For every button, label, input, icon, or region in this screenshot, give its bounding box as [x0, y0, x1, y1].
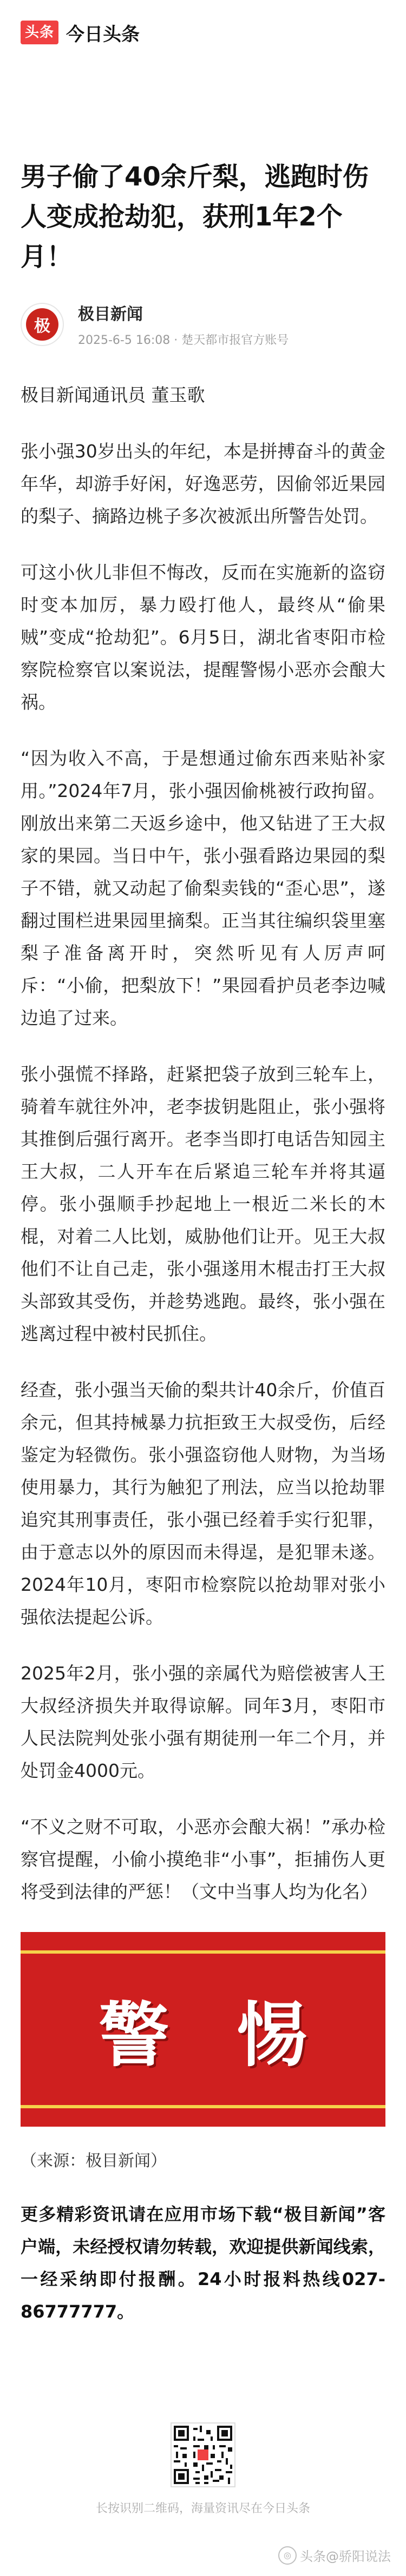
watermark-text: 头条@骄阳说法 — [300, 2549, 391, 2564]
source-note: （来源：极目新闻） — [21, 2152, 167, 2170]
toutiao-logo: 头条 — [21, 21, 58, 44]
qr-code-graphic — [172, 2424, 234, 2486]
warning-image[interactable] — [21, 1932, 385, 2127]
warning-text: 警 惕 — [99, 1993, 329, 2076]
warning-stripe — [21, 2105, 385, 2108]
article-body — [0, 348, 406, 1908]
paragraph: 2025年2月，张小强的亲属代为赔偿被害人王大叔经济损失并取得谅解。同年3月，枣阳市人民法院判处张小强有期徒刑一年二个月，并处罚金4000元。 — [21, 1663, 385, 1781]
author-name[interactable]: 极目新闻 — [78, 305, 143, 324]
avatar[interactable] — [21, 303, 64, 346]
paragraph: 张小强慌不择路，赶紧把袋子放到三轮车上，骑着车就往外冲，老李拔钥匙阻止，张小强将其推倒后强行离开。老李当即打电话告知园主王大叔，二人开车在后紧追三轮车并将其逼停。张小强顺手抄起地上一根近二米长的木棍，对着二人比划，威胁他们让开。见王大叔他们不让自己走，张小强遂用木棍击打王大叔头部致其受伤，并趁势逃跑。最终，张小强在逃离过程中被村民抓住。 — [21, 1064, 385, 1344]
author-info — [78, 301, 289, 348]
paragraph: “因为收入不高，于是想通过偷东西来贴补家用。”2024年7月，张小强因偷桃被行政拘留。刚放出来第二天返乡途中，他又钻进了王大叔家的果园。当日中午，张小强看路边果园的梨子不错，就又动起了偷梨卖钱的“歪心思”，遂翻过围栏进果园里摘梨。正当其往编织袋里塞梨子准备离开时，突然听见有人厉声呵斥：“小偷，把梨放下！”果园看护员老李边喊边追了过来。 — [21, 748, 385, 1028]
paragraph: 可这小伙儿非但不悔改，反而在实施新的盗窃时变本加厉，暴力殴打他人，最终从“偷果贼”变成“抢劫犯”。6月5日，湖北省枣阳市检察院检察官以案说法，提醒警惕小恶亦会酿大祸。 — [21, 562, 385, 713]
author-block[interactable] — [0, 277, 406, 348]
footer — [0, 2422, 406, 2516]
watermark — [278, 2546, 391, 2565]
watermark-logo-icon: ◎ — [278, 2546, 297, 2565]
qr-caption: 长按识别二维码，海量资讯尽在今日头条 — [95, 2502, 310, 2515]
paragraph: “不义之财不可取，小恶亦会酿大祸！”承办检察官提醒，小偷小摸绝非“小事”，拒捕伤人更将受到法律的严惩！（文中当事人均为化名） — [21, 1816, 385, 1902]
warning-stripe — [21, 1950, 385, 1954]
paragraph: 张小强30岁出头的年纪，本是拼搏奋斗的黄金年华，却游手好闲，好逸恶劳，因偷邻近果园的梨子、摘路边桃子多次被派出所警告处罚。 — [21, 441, 385, 527]
publish-meta: 2025-6-5 16:08 · 楚天都市报官方账号 — [78, 334, 289, 347]
byline: 极目新闻通讯员 董玉歌 — [21, 384, 205, 406]
paragraph: 经查，张小强当天偷的梨共计40余斤，价值百余元，但其持械暴力抗拒致王大叔受伤，后经鉴定为轻微伤。张小强盗窃他人财物，为当场使用暴力，其行为触犯了刑法，应当以抢劫罪追究其刑事责任，张小强已经着手实行犯罪，由于意志以外的原因而未得逞，是犯罪未遂。2024年10月，枣阳市检察院以抢劫罪对张小强依法提起公诉。 — [21, 1379, 385, 1628]
avatar-logo: 极 — [26, 308, 58, 341]
promo-text: 更多精彩资讯请在应用市场下载“极目新闻”客户端，未经授权请勿转载，欢迎提供新闻线索，一经采纳即付报酬。24小时报料热线027-86777777。 — [21, 2204, 385, 2322]
app-header — [0, 0, 406, 65]
app-name: 今日头条 — [66, 23, 140, 45]
article-title: 男子偷了40余斤梨，逃跑时伤人变成抢劫犯，获刑1年2个月！ — [21, 162, 369, 272]
qr-code-icon[interactable] — [171, 2422, 235, 2487]
